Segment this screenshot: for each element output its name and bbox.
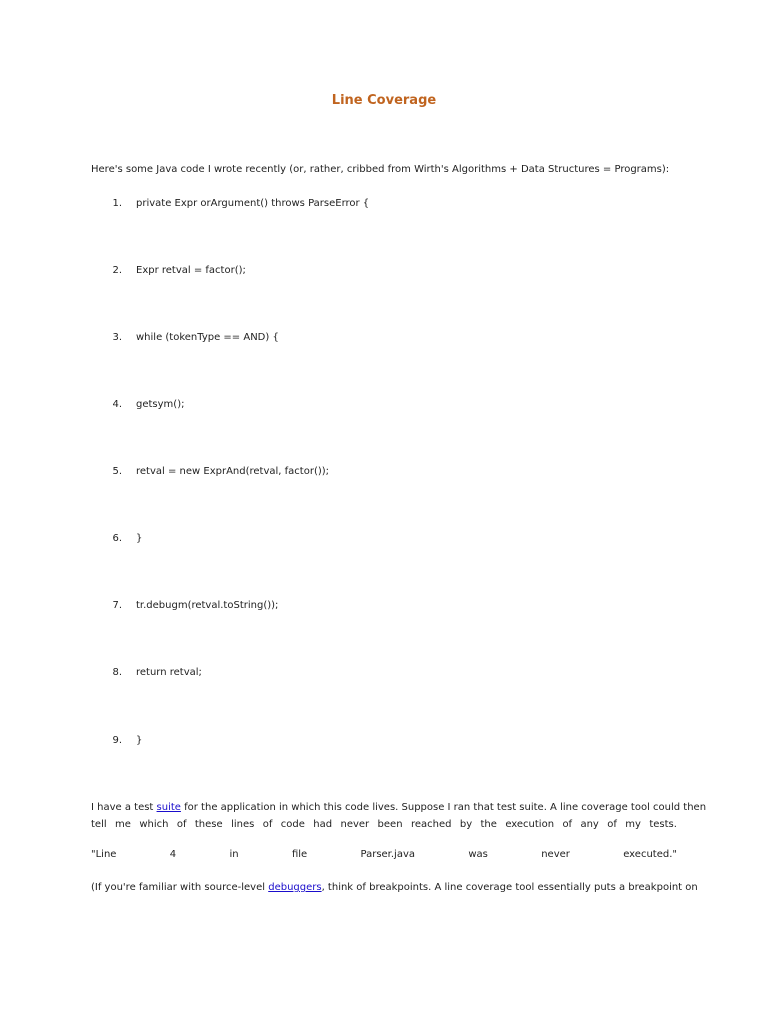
word: of (262, 819, 273, 830)
word: been (377, 819, 403, 830)
word: never (541, 849, 570, 860)
paragraph-line (91, 802, 707, 813)
word: lines (231, 819, 255, 830)
word: 4 (169, 849, 177, 860)
line-number: 9. (112, 735, 122, 746)
text-run: for the application in which this code lives. Suppose I ran that test suite. A line coverage tool could then (180, 802, 707, 813)
word: tests. (649, 819, 677, 830)
text-run: , think of breakpoints. A line coverage tool essentially puts a breakpoint on (321, 882, 698, 893)
code-text: private Expr orArgument() throws ParseError { (136, 198, 370, 209)
word: of (562, 819, 573, 830)
line-number: 4. (112, 399, 122, 410)
code-text: return retval; (136, 667, 202, 678)
word: any (580, 819, 599, 830)
line-number: 3. (112, 332, 122, 343)
word: my (625, 819, 641, 830)
word: the (480, 819, 497, 830)
suite-link[interactable]: suite (156, 802, 181, 813)
line-number: 6. (112, 533, 122, 544)
line-number: 8. (112, 667, 122, 678)
word: never (340, 819, 370, 830)
code-line (0, 466, 768, 480)
word: code (280, 819, 305, 830)
word: in (229, 849, 239, 860)
word: reached (410, 819, 452, 830)
word: these (194, 819, 223, 830)
paragraph-line (91, 819, 677, 830)
text-run: (If you're familiar with source-level (91, 882, 269, 893)
debuggers-link[interactable]: debuggers (268, 882, 322, 893)
word: me (115, 819, 131, 830)
code-line (0, 600, 768, 614)
word: Parser.java (360, 849, 416, 860)
word: executed." (623, 849, 677, 860)
code-line (0, 735, 768, 749)
code-line (0, 399, 768, 413)
code-line (0, 265, 768, 279)
line-number: 7. (112, 600, 122, 611)
code-text: while (tokenType == AND) { (136, 332, 279, 343)
word: by (459, 819, 473, 830)
text-run: I have a test (91, 802, 157, 813)
code-text: Expr retval = factor(); (136, 265, 246, 276)
page-title: Line Coverage (331, 93, 437, 108)
word: had (313, 819, 333, 830)
word: was (468, 849, 488, 860)
code-text: tr.debugm(retval.toString()); (136, 600, 279, 611)
line-number: 5. (112, 466, 122, 477)
line-number: 2. (112, 265, 122, 276)
code-text: } (136, 533, 143, 544)
line-number: 1. (112, 198, 122, 209)
word: of (176, 819, 187, 830)
code-text: getsym(); (136, 399, 185, 410)
code-line (0, 332, 768, 346)
word: tell (91, 819, 107, 830)
code-line (0, 667, 768, 681)
word: which (139, 819, 169, 830)
code-text: retval = new ExprAnd(retval, factor()); (136, 466, 330, 477)
intro-paragraph: Here's some Java code I wrote recently (or, rather, cribbed from Wirth's Algorithms + Data Structures = Programs): (91, 164, 670, 175)
word: execution (505, 819, 555, 830)
code-line (0, 533, 768, 547)
code-line (0, 198, 768, 212)
paragraph-line (91, 882, 698, 893)
code-text: } (136, 735, 143, 746)
word: file (291, 849, 308, 860)
quote-line (91, 849, 677, 860)
word: "Line (91, 849, 117, 860)
word: of (607, 819, 617, 830)
